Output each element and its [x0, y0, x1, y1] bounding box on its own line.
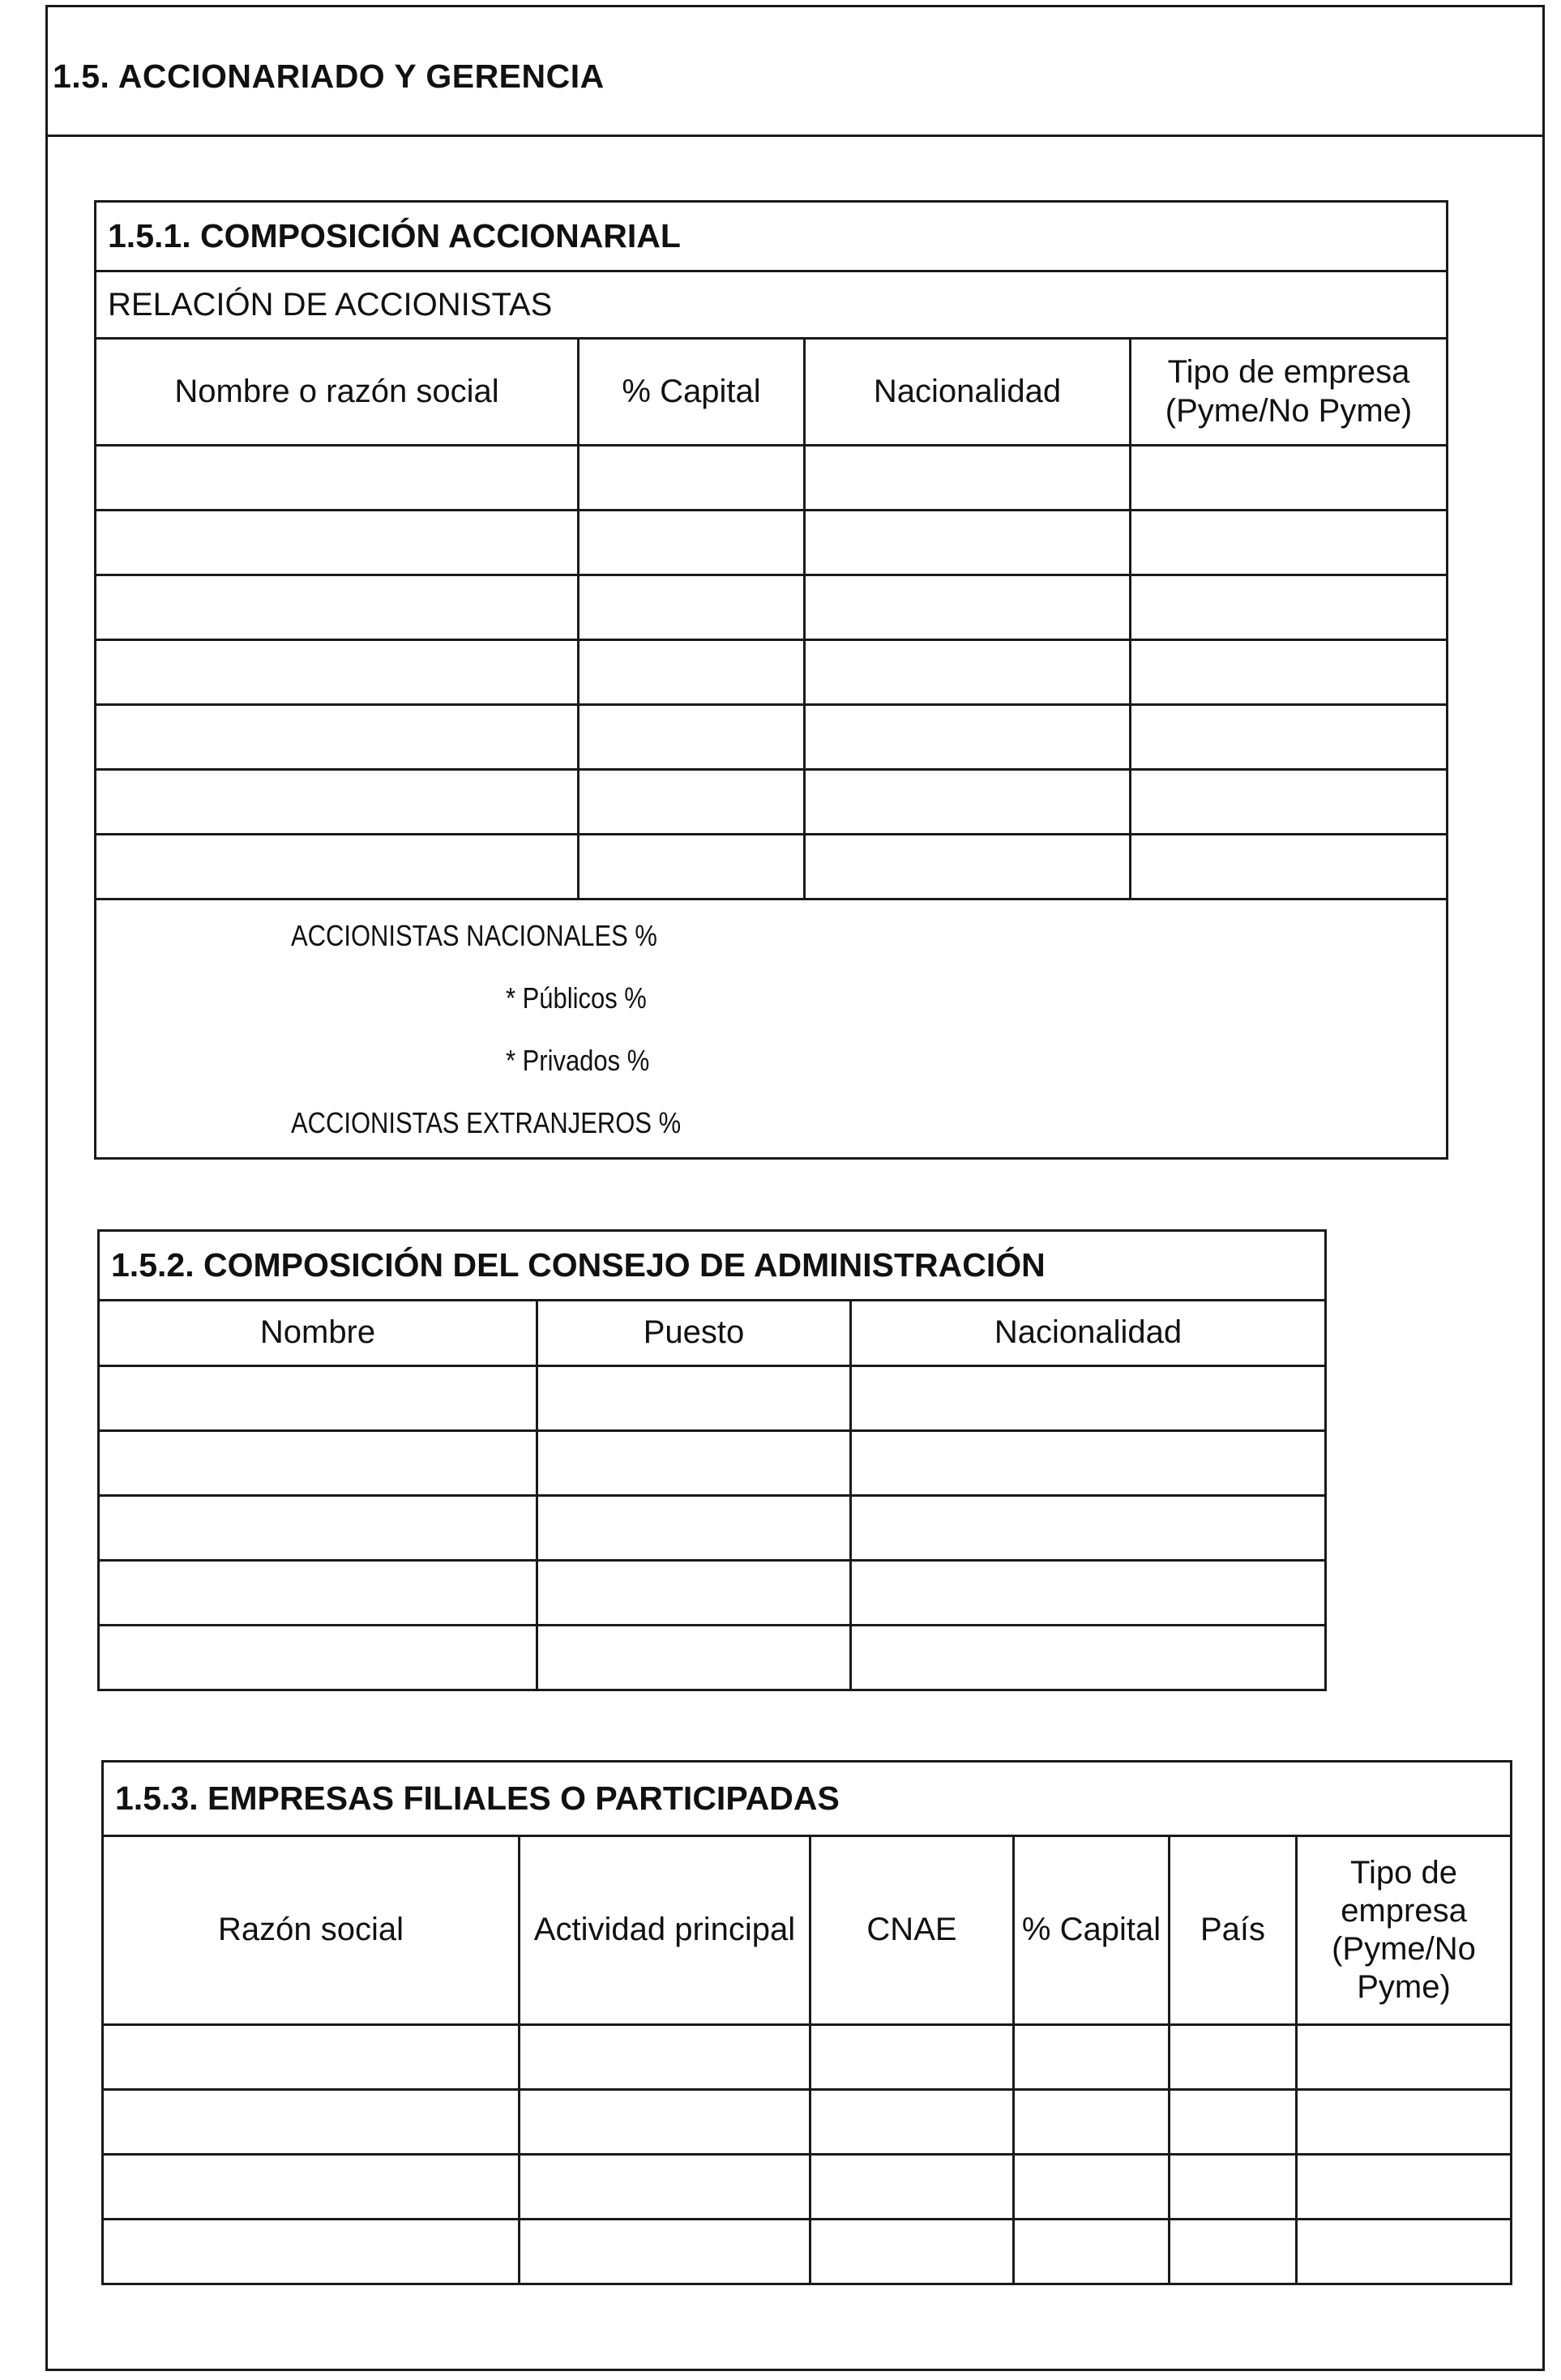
board-member-entry-cell[interactable]: [537, 1431, 851, 1496]
shareholder-entry-cell[interactable]: [805, 770, 1131, 835]
col-nombre: Nombre: [99, 1301, 537, 1366]
shareholder-entry-cell[interactable]: [1131, 575, 1448, 640]
subsidiary-entry-cell[interactable]: [103, 2155, 520, 2220]
subsidiary-entry-cell[interactable]: [1170, 2025, 1297, 2090]
summary-publicos: * Públicos %: [506, 981, 647, 1015]
shareholder-entry-cell[interactable]: [579, 511, 805, 575]
shareholders-table: [94, 200, 1448, 1160]
board-member-row: [99, 1496, 1326, 1561]
subsidiaries-table: [101, 1760, 1512, 2285]
board-member-entry-cell[interactable]: [537, 1561, 851, 1626]
subsidiary-row: [103, 2025, 1512, 2090]
board-header-row: [99, 1301, 1326, 1366]
shareholder-row: [96, 446, 1448, 511]
board-member-entry-cell[interactable]: [99, 1366, 537, 1431]
col-puesto: Puesto: [537, 1301, 851, 1366]
board-member-row: [99, 1431, 1326, 1496]
board-member-entry-cell[interactable]: [851, 1626, 1326, 1690]
shareholder-entry-cell[interactable]: [1131, 511, 1448, 575]
shareholder-entry-cell[interactable]: [1131, 835, 1448, 899]
subsidiary-entry-cell[interactable]: [1014, 2155, 1170, 2220]
shareholders-title: 1.5.1. COMPOSICIÓN ACCIONARIAL: [96, 202, 1448, 271]
subsidiary-row: [103, 2155, 1512, 2220]
board-member-entry-cell[interactable]: [851, 1431, 1326, 1496]
shareholder-entry-cell[interactable]: [96, 575, 579, 640]
subsidiary-entry-cell[interactable]: [1014, 2025, 1170, 2090]
col-tipo-empresa: Tipo de empresa (Pyme/No Pyme): [1131, 339, 1448, 446]
board-member-entry-cell[interactable]: [851, 1561, 1326, 1626]
subsidiaries-rows: [103, 2025, 1512, 2284]
subsidiary-entry-cell[interactable]: [103, 2090, 520, 2155]
shareholder-row: [96, 705, 1448, 770]
shareholder-entry-cell[interactable]: [96, 835, 579, 899]
board-title: 1.5.2. COMPOSICIÓN DEL CONSEJO DE ADMINISTRACIÓN: [99, 1231, 1326, 1301]
shareholder-entry-cell[interactable]: [579, 575, 805, 640]
subsidiary-entry-cell[interactable]: [1014, 2220, 1170, 2284]
summary-extranjeros: ACCIONISTAS EXTRANJEROS %: [291, 1105, 682, 1139]
shareholder-entry-cell[interactable]: [805, 640, 1131, 705]
shareholders-subtitle: RELACIÓN DE ACCIONISTAS: [96, 271, 1448, 339]
col-nacionalidad: Nacionalidad: [805, 339, 1131, 446]
shareholder-entry-cell[interactable]: [96, 705, 579, 770]
shareholder-row: [96, 575, 1448, 640]
shareholder-entry-cell[interactable]: [96, 511, 579, 575]
col-nacionalidad: Nacionalidad: [851, 1301, 1326, 1366]
subsidiary-entry-cell[interactable]: [810, 2025, 1014, 2090]
subsidiary-entry-cell[interactable]: [1014, 2090, 1170, 2155]
shareholder-entry-cell[interactable]: [805, 446, 1131, 511]
subsidiaries-header-row: [103, 1836, 1512, 2025]
shareholder-entry-cell[interactable]: [805, 835, 1131, 899]
shareholders-rows: [96, 446, 1448, 899]
shareholder-row: [96, 640, 1448, 705]
shareholder-entry-cell[interactable]: [579, 640, 805, 705]
shareholder-entry-cell[interactable]: [1131, 770, 1448, 835]
board-member-entry-cell[interactable]: [99, 1431, 537, 1496]
subsidiary-entry-cell[interactable]: [520, 2155, 810, 2220]
board-member-row: [99, 1561, 1326, 1626]
shareholder-entry-cell[interactable]: [96, 640, 579, 705]
subsidiary-entry-cell[interactable]: [520, 2025, 810, 2090]
shareholder-row: [96, 770, 1448, 835]
subsidiaries-title: 1.5.3. EMPRESAS FILIALES O PARTICIPADAS: [103, 1762, 1512, 1836]
shareholder-entry-cell[interactable]: [579, 446, 805, 511]
col-nombre-razon-social: Nombre o razón social: [96, 339, 579, 446]
shareholder-entry-cell[interactable]: [96, 446, 579, 511]
col-capital: % Capital: [1014, 1836, 1170, 2025]
board-member-row: [99, 1366, 1326, 1431]
subsidiary-entry-cell[interactable]: [1170, 2090, 1297, 2155]
subsidiary-row: [103, 2090, 1512, 2155]
board-member-entry-cell[interactable]: [99, 1561, 537, 1626]
section-title: 1.5. ACCIONARIADO Y GERENCIA: [53, 58, 605, 95]
board-member-row: [99, 1626, 1326, 1690]
shareholder-entry-cell[interactable]: [96, 770, 579, 835]
subsidiary-entry-cell[interactable]: [1297, 2025, 1512, 2090]
subsidiary-entry-cell[interactable]: [1297, 2220, 1512, 2284]
shareholder-entry-cell[interactable]: [579, 770, 805, 835]
col-tipo-empresa: Tipo de empresa (Pyme/No Pyme): [1297, 1836, 1512, 2025]
shareholder-row: [96, 835, 1448, 899]
col-pais: País: [1170, 1836, 1297, 2025]
col-capital: % Capital: [579, 339, 805, 446]
subsidiary-entry-cell[interactable]: [810, 2220, 1014, 2284]
shareholder-entry-cell[interactable]: [805, 575, 1131, 640]
shareholders-summary: [96, 899, 1448, 1159]
subsidiary-entry-cell[interactable]: [520, 2090, 810, 2155]
col-cnae: CNAE: [810, 1836, 1014, 2025]
shareholder-entry-cell[interactable]: [805, 705, 1131, 770]
board-rows: [99, 1366, 1326, 1690]
shareholder-entry-cell[interactable]: [1131, 640, 1448, 705]
subsidiary-entry-cell[interactable]: [1297, 2090, 1512, 2155]
subsidiary-entry-cell[interactable]: [810, 2155, 1014, 2220]
board-table: [97, 1229, 1327, 1691]
summary-nacionales: ACCIONISTAS NACIONALES %: [291, 918, 657, 952]
subsidiary-entry-cell[interactable]: [1170, 2220, 1297, 2284]
board-member-entry-cell[interactable]: [851, 1366, 1326, 1431]
shareholder-entry-cell[interactable]: [1131, 705, 1448, 770]
board-member-entry-cell[interactable]: [851, 1496, 1326, 1561]
summary-privados: * Privados %: [506, 1043, 650, 1077]
board-member-entry-cell[interactable]: [537, 1366, 851, 1431]
col-razon-social: Razón social: [103, 1836, 520, 2025]
shareholder-entry-cell[interactable]: [579, 835, 805, 899]
shareholder-entry-cell[interactable]: [1131, 446, 1448, 511]
subsidiary-entry-cell[interactable]: [810, 2090, 1014, 2155]
shareholders-header-row: [96, 339, 1448, 446]
subsidiary-entry-cell[interactable]: [520, 2220, 810, 2284]
shareholder-row: [96, 511, 1448, 575]
board-member-entry-cell[interactable]: [537, 1626, 851, 1690]
board-member-entry-cell[interactable]: [99, 1626, 537, 1690]
shareholder-entry-cell[interactable]: [579, 705, 805, 770]
section-header: [48, 7, 1542, 137]
board-member-entry-cell[interactable]: [537, 1496, 851, 1561]
subsidiary-entry-cell[interactable]: [103, 2220, 520, 2284]
subsidiary-entry-cell[interactable]: [103, 2025, 520, 2090]
board-member-entry-cell[interactable]: [99, 1496, 537, 1561]
shareholder-entry-cell[interactable]: [805, 511, 1131, 575]
subsidiary-row: [103, 2220, 1512, 2284]
col-actividad-principal: Actividad principal: [520, 1836, 810, 2025]
subsidiary-entry-cell[interactable]: [1297, 2155, 1512, 2220]
subsidiary-entry-cell[interactable]: [1170, 2155, 1297, 2220]
